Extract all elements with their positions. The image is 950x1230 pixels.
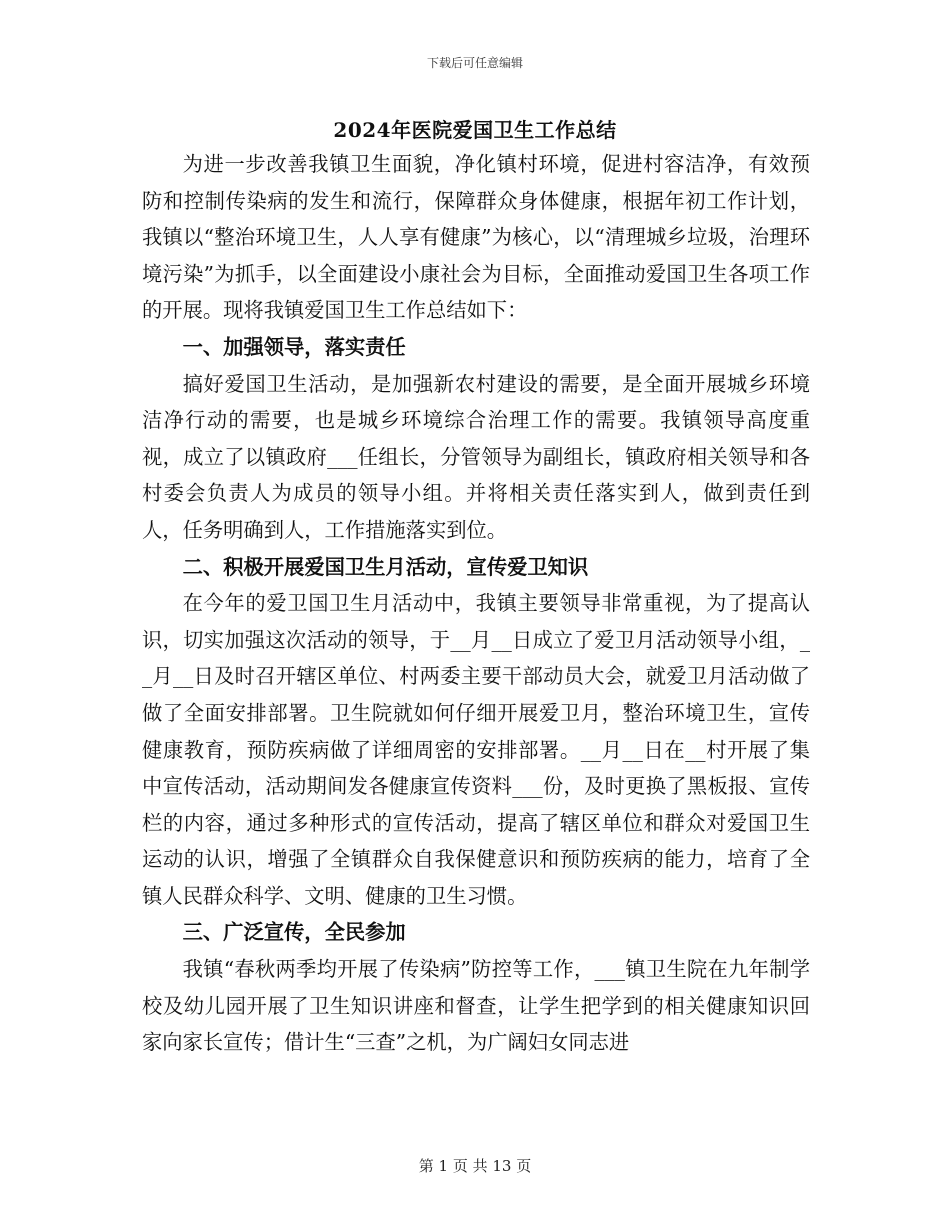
section-heading: 二、积极开展爱国卫生月活动，宣传爱卫知识 <box>182 554 589 579</box>
section-paragraph: 搞好爱国卫生活动，是加强新农村建设的需要，是全面开展城乡环境洁净行动的需要，也是城乡环境综合治理工作的需要。我镇领导高度重视，成立了以镇政府___任组长，分管领导为副组长，镇政府相关领导和各村委会负责人为成员的领导小组。并将相关责任落实到人，做到责任到人，任务明确到人，工作措施落实到位。 <box>142 371 810 542</box>
document-title: 2024年医院爱国卫生工作总结 <box>333 118 617 142</box>
section-heading: 三、广泛宣传，全民参加 <box>182 920 406 945</box>
document-body <box>142 146 810 1061</box>
header-note: 下载后可任意编辑 <box>426 56 523 70</box>
section-paragraph: 在今年的爱卫国卫生月活动中，我镇主要领导非常重视，为了提高认识，切实加强这次活动的领导，于__月__日成立了爱卫月活动领导小组，__月__日及时召开辖区单位、村两委主要干部动员大会，就爱卫月活动做了做了全面安排部署。卫生院就如何仔细开展爱卫月，整治环境卫生，宣传健康教育，预防疾病做了详细周密的安排部署。__月__日在__村开展了集中宣传活动，活动期间发各健康宣传资料___份，及时更换了黑板报、宣传栏的内容，通过多种形式的宣传活动，提高了辖区单位和群众对爱国卫生运动的认识，增强了全镇群众自我保健意识和预防疾病的能力，培育了全镇人民群众科学、文明、健康的卫生习惯。 <box>142 591 810 908</box>
intro-paragraph: 为进一步改善我镇卫生面貌，净化镇村环境，促进村容洁净，有效预防和控制传染病的发生和流行，保障群众身体健康，根据年初工作计划，我镇以“整治环境卫生，人人享有健康”为核心，以“清理城乡垃圾，治理环境污染”为抓手，以全面建设小康社会为目标，全面推动爱国卫生各项工作的开展。现将我镇爱国卫生工作总结如下： <box>142 152 810 323</box>
section-paragraph: 我镇“春秋两季均开展了传染病”防控等工作，___镇卫生院在九年制学校及幼儿园开展了卫生知识讲座和督查，让学生把学到的相关健康知识回家向家长宣传；借计生“三查”之机，为广阔妇女同志进 <box>142 957 810 1055</box>
section-heading: 一、加强领导，落实责任 <box>182 334 406 359</box>
page-number-footer: 第 1 页 共 13 页 <box>418 1157 532 1175</box>
